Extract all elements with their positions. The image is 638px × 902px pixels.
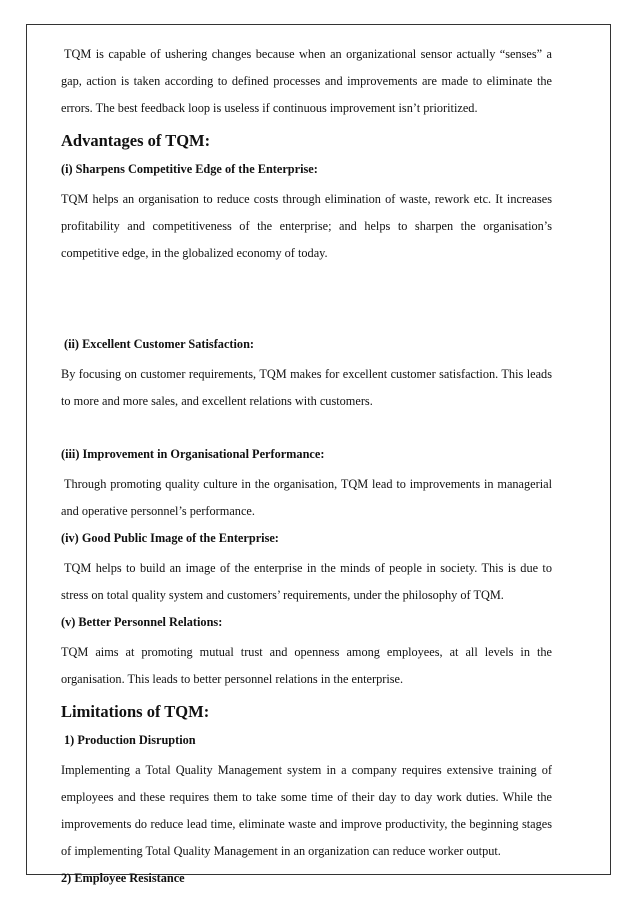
advantage-5-title: (v) Better Personnel Relations: xyxy=(61,615,223,629)
advantage-1-text: TQM helps an organisation to reduce costs through elimination of waste, rework etc. It increases profitability and competitiveness of the enterprise; and helps to sharpen the organisation’s competitive edge, in the globalized economy of today. xyxy=(61,192,552,260)
advantage-3-title: (iii) Improvement in Organisational Performance: xyxy=(61,447,325,461)
limitation-1-text: Implementing a Total Quality Management system in a company requires extensive training of employees and these requires them to take some time of their day to day work duties. While the improvements do reduce lead time, eliminate waste and improve productivity, the beginning stages of implementing Total Quality Management in an organization can reduce worker output. xyxy=(61,763,552,858)
spacer xyxy=(61,415,552,441)
advantages-heading: Advantages of TQM: xyxy=(61,131,211,150)
limitation-2-title: 2) Employee Resistance xyxy=(61,871,185,885)
intro-paragraph: TQM is capable of ushering changes because when an organizational sensor actually “senses” a gap, action is taken according to defined processes and improvements are made to eliminate the errors. The best feedback loop is useless if continuous improvement isn’t prioritized. xyxy=(61,47,552,115)
document-body xyxy=(61,41,552,895)
advantage-3-text: Through promoting quality culture in the organisation, TQM lead to improvements in managerial and operative personnel’s performance. xyxy=(61,477,552,518)
advantage-2-text: By focusing on customer requirements, TQM makes for excellent customer satisfaction. This leads to more and more sales, and excellent relations with customers. xyxy=(61,367,552,408)
spacer xyxy=(61,267,552,331)
advantage-5-text: TQM aims at promoting mutual trust and openness among employees, at all levels in the organisation. This leads to better personnel relations in the enterprise. xyxy=(61,645,552,686)
advantage-2-title: (ii) Excellent Customer Satisfaction: xyxy=(64,337,255,351)
advantage-4-title: (iv) Good Public Image of the Enterprise: xyxy=(61,531,279,545)
advantage-4-text: TQM helps to build an image of the enterprise in the minds of people in society. This is due to stress on total quality system and customers’ requirements, under the philosophy of TQM. xyxy=(61,561,552,602)
limitations-heading: Limitations of TQM: xyxy=(61,702,210,721)
advantage-1-title: (i) Sharpens Competitive Edge of the Enterprise: xyxy=(61,162,318,176)
limitation-1-title: 1) Production Disruption xyxy=(64,733,196,747)
